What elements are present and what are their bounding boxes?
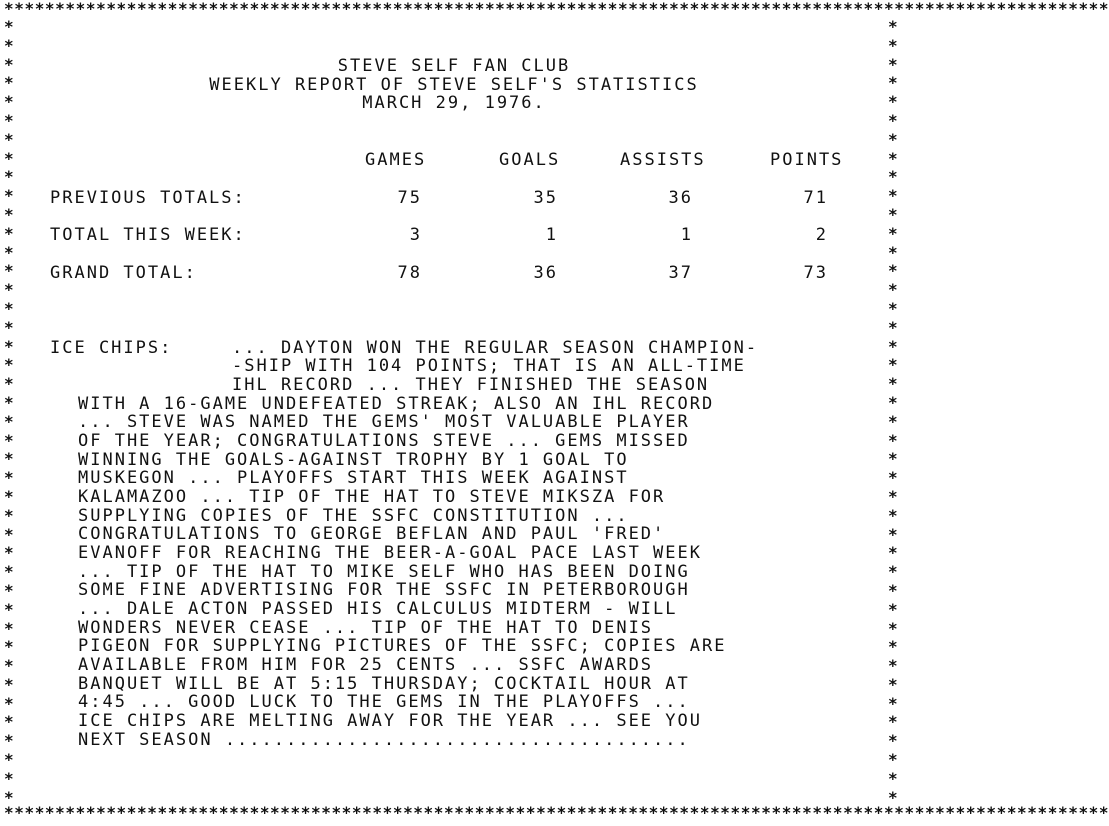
row-label-total-this-week: TOTAL THIS WEEK: — [50, 225, 246, 245]
column-header-goals: GOALS — [499, 150, 561, 170]
top-asterisk-border: ************************************************************************************************************ — [4, 0, 1109, 18]
ice-chips-line: ... STEVE WAS NAMED THE GEMS' MOST VALUABLE PLAYER — [78, 412, 690, 432]
column-header-games: GAMES — [365, 150, 427, 170]
ice-chips-line: IHL RECORD ... THEY FINISHED THE SEASON — [232, 375, 710, 395]
previous-goals: 35 — [533, 188, 558, 208]
ice-chips-line: SOME FINE ADVERTISING FOR THE SSFC IN PETERBOROUGH — [78, 580, 690, 600]
ice-chips-line: WONDERS NEVER CEASE ... TIP OF THE HAT TO DENIS — [78, 618, 654, 638]
ice-chips-label: ICE CHIPS: — [50, 338, 173, 358]
ice-chips-line: EVANOFF FOR REACHING THE BEER-A-GOAL PACE LAST WEEK — [78, 543, 702, 563]
grand-goals: 36 — [533, 263, 558, 283]
report-subtitle: WEEKLY REPORT OF STEVE SELF'S STATISTICS — [209, 75, 699, 95]
report-title: STEVE SELF FAN CLUB — [337, 56, 571, 76]
ice-chips-line: ... TIP OF THE HAT TO MIKE SELF WHO HAS BEEN DOING — [78, 562, 690, 582]
week-assists: 1 — [680, 225, 693, 245]
previous-games: 75 — [397, 188, 422, 208]
ice-chips-line: ... DAYTON WON THE REGULAR SEASON CHAMPION- — [232, 338, 759, 358]
row-label-previous-totals: PREVIOUS TOTALS: — [50, 188, 246, 208]
ice-chips-line: PIGEON FOR SUPPLYING PICTURES OF THE SSFC; COPIES ARE — [78, 636, 727, 656]
ice-chips-line: -SHIP WITH 104 POINTS; THAT IS AN ALL-TIME — [232, 356, 746, 376]
ice-chips-line: CONGRATULATIONS TO GEORGE BEFLAN AND PAUL 'FRED' — [78, 524, 666, 544]
ice-chips-line: ... DALE ACTON PASSED HIS CALCULUS MIDTERM - WILL — [78, 599, 678, 619]
bottom-asterisk-border: ************************************************************************************************************ — [4, 803, 1109, 822]
ice-chips-line: NEXT SEASON ...................................... — [78, 730, 690, 750]
week-points: 2 — [815, 225, 828, 245]
ice-chips-line: ICE CHIPS ARE MELTING AWAY FOR THE YEAR ... SEE YOU — [78, 711, 702, 731]
previous-points: 71 — [803, 188, 828, 208]
ice-chips-line: OF THE YEAR; CONGRATULATIONS STEVE ... GEMS MISSED — [78, 431, 690, 451]
week-games: 3 — [409, 225, 422, 245]
row-label-grand-total: GRAND TOTAL: — [50, 263, 197, 283]
ice-chips-line: WITH A 16-GAME UNDEFEATED STREAK; ALSO AN IHL RECORD — [78, 394, 715, 414]
right-asterisk-border: * * * * * * * * * * * * * * * * * * * * * * * * * * * * * * * * * * * * * * * * * * — [888, 17, 900, 807]
ice-chips-line: AVAILABLE FROM HIM FOR 25 CENTS ... SSFC AWARDS — [78, 655, 654, 675]
grand-points: 73 — [803, 263, 828, 283]
ice-chips-line: 4:45 ... GOOD LUCK TO THE GEMS IN THE PLAYOFFS ... — [78, 692, 690, 712]
grand-assists: 37 — [668, 263, 693, 283]
previous-assists: 36 — [668, 188, 693, 208]
ice-chips-line: BANQUET WILL BE AT 5:15 THURSDAY; COCKTAIL HOUR AT — [78, 674, 690, 694]
left-asterisk-border: * * * * * * * * * * * * * * * * * * * * * * * * * * * * * * * * * * * * * * * * * * — [4, 17, 16, 807]
ice-chips-line: SUPPLYING COPIES OF THE SSFC CONSTITUTION ... — [78, 506, 629, 526]
week-goals: 1 — [545, 225, 558, 245]
ice-chips-line: WINNING THE GOALS-AGAINST TROPHY BY 1 GOAL TO — [78, 450, 629, 470]
grand-games: 78 — [397, 263, 422, 283]
column-header-points: POINTS — [770, 150, 844, 170]
ice-chips-line: MUSKEGON ... PLAYOFFS START THIS WEEK AGAINST — [78, 468, 629, 488]
report-date: MARCH 29, 1976. — [362, 93, 546, 113]
column-header-assists: ASSISTS — [620, 150, 706, 170]
ice-chips-line: KALAMAZOO ... TIP OF THE HAT TO STEVE MIKSZA FOR — [78, 487, 666, 507]
